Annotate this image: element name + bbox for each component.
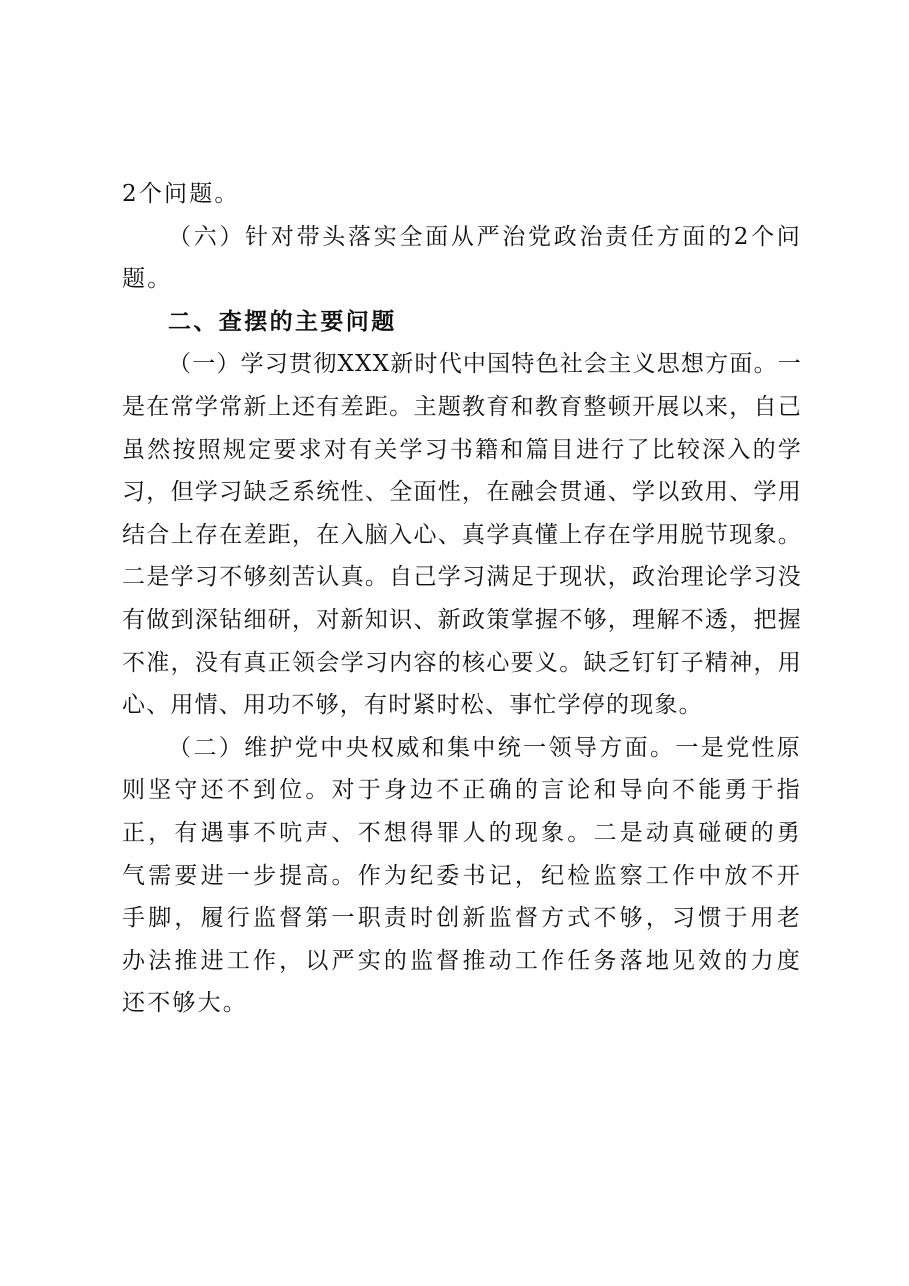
section-heading: 二、查摆的主要问题 — [168, 308, 397, 335]
paragraph-item-two: （二）维护党中央权威和集中统一领导方面。一是党性原则坚守还不到位。对于身边不正确的言论和导向不能勇于指正，有遇事不吭声、不想得罪人的现象。二是动真碰硬的勇气需要进一步提高。作为纪委书记，纪检监察工作中放不开手脚，履行监督第一职责时创新监督方式不够，习惯于用老办法推进工作，以严实的监督推动工作任务落地见效的力度还不够大。 — [122, 734, 802, 1017]
paragraph-item-six: （六）针对带头落实全面从严治党政治责任方面的2个问题。 — [122, 223, 802, 293]
paragraph-item-one: （一）学习贯彻XXX新时代中国特色社会主义思想方面。一是在常学常新上还有差距。主题教育和教育整顿开展以来，自己虽然按照规定要求对有关学习书籍和篇目进行了比较深入的学习，但学习缺乏系统性、全面性，在融会贯通、学以致用、学用结合上存在差距，在入脑入心、真学真懂上存在学用脱节现象。二是学习不够刻苦认真。自己学习满足于现状，政治理论学习没有做到深钻细研，对新知识、新政策掌握不够，理解不透，把握不准，没有真正领会学习内容的核心要义。缺乏钉钉子精神，用心、用情、用功不够，有时紧时松、事忙学停的现象。 — [122, 351, 802, 719]
paragraph-continuation: 2个问题。 — [122, 181, 240, 207]
document-body — [122, 173, 802, 1025]
